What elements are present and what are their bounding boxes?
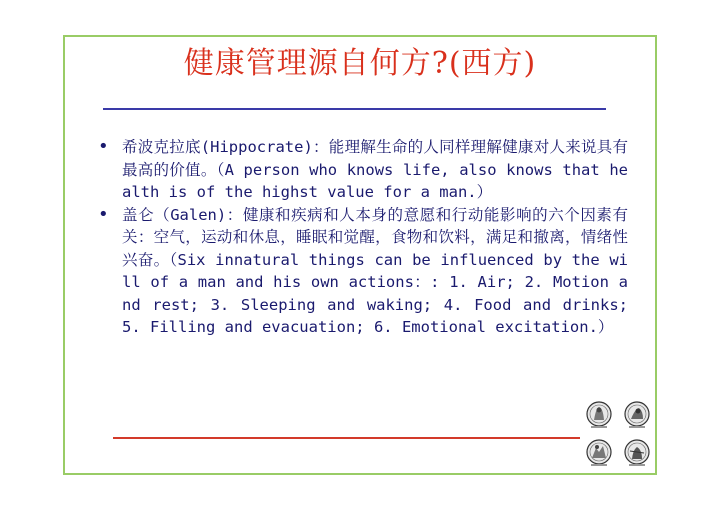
engraving-medallion-icon xyxy=(584,400,614,430)
bullet-item-hippocrates xyxy=(98,136,628,204)
slide-title: 健康管理源自何方?(西方) xyxy=(183,46,537,81)
bullet-text-hippocrates: 希波克拉底(Hippocrate)：能理解生命的人同样理解健康对人来说具有最高的价值。（A person who knows life, also knows that health is of the highst value for a man.） xyxy=(122,138,628,201)
engraving-medallion-icon xyxy=(622,400,652,430)
bullet-dot-icon: • xyxy=(98,136,109,157)
engraving-images xyxy=(584,400,656,470)
engraving-medallion-icon xyxy=(622,438,652,468)
bottom-divider xyxy=(113,437,580,439)
title-underline xyxy=(103,108,606,110)
bullet-list xyxy=(98,136,628,339)
engraving-medallion-icon xyxy=(584,438,614,468)
bullet-item-galen xyxy=(98,204,628,339)
bullet-dot-icon: • xyxy=(98,203,109,225)
bullet-text-galen: 盖仑（Galen)：健康和疾病和人本身的意愿和行动能影响的六个因素有关：空气，运动和休息，睡眠和觉醒，食物和饮料，满足和撤离，情绪性兴奋。（Six innatural things can be influenced by the will of a man and his own actions：: 1. Air; 2. Motion and rest; 3. Sleeping and waking; 4. Food and drinks; 5. Filling and evacuation; 6. Emotional excitation.） xyxy=(122,205,628,336)
